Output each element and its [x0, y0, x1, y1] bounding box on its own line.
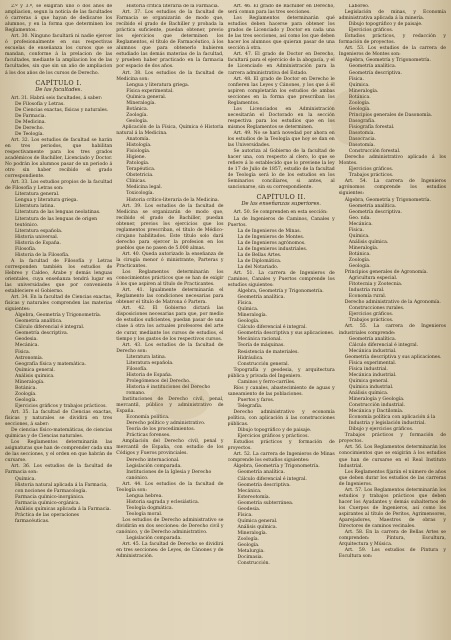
- list-item: Cálculo diferencial é integral.: [237, 476, 307, 482]
- chapter-subheading: De las enseñanzas superiores.: [241, 201, 321, 208]
- list-item: Química general.: [126, 94, 167, 100]
- article-paragraph: Los Reglamentos determinarán las asignaturas que han de comprender cada una de las secciones, y el orden en que habrán de cursarse.: [5, 440, 113, 464]
- list-item: Geometría subterránea.: [237, 500, 294, 506]
- article-paragraph: Ampliación del Derecho civil, penal y mercantil de España, con estudio de los Códigos y Fueros provinciales.: [116, 439, 224, 457]
- list-item: Mecánica.: [237, 488, 262, 494]
- list-item: La de Ingenieros de Minas.: [237, 228, 302, 234]
- list-item: Análisis química.: [348, 391, 389, 396]
- article-paragraph: Art. 35. La facultad de Ciencias exactas, físicas y naturales se dividirá en tres secciones, á saber:: [5, 410, 113, 428]
- text-column-3: [228, 4, 335, 637]
- list-item: La de Ingenieros industriales.: [237, 246, 308, 252]
- list-item: Construcción industrial.: [348, 403, 406, 409]
- list-item: Botánica.: [348, 94, 371, 100]
- list-item: Zoología.: [126, 112, 148, 118]
- list-item: Mineralogía.: [237, 530, 268, 536]
- article-paragraph: Los Reglamentos determinarán los conocimientos prácticos que se han de exigir á los que aspiren al título de Practicantes.: [116, 270, 224, 288]
- article-paragraph: Art. 58. En la carrera de Bellas Artes se comprenden: Pintura, Escultura, Arquitectura y Música.: [338, 530, 446, 548]
- list-item: Farmacia químico-inorgánica.: [15, 494, 85, 500]
- list-item: Literatura española.: [126, 360, 174, 366]
- article-paragraph: Art. 39. Los estudios de la facultad de Medicina se organizarán de modo que, recibido el grado de Bachiller, puedan obtener, previos los ejercicios que los reglamentos prescriban, el título de Médico-cirujano habilitados. Este título solo dará derecho para ejercer la profesion en los pueblos que no pasen de 5.000 almas.: [116, 203, 224, 251]
- list-item: Trabajos prácticos.: [348, 318, 394, 324]
- list-item: Instituciones de la Iglesia y Derecho canónico.: [126, 469, 212, 481]
- list-item: Geometría analítica.: [237, 295, 285, 301]
- list-item: Geometría descriptiva.: [15, 331, 69, 337]
- text-column-1: [5, 4, 112, 637]
- list-item: Historia sagrada y eclesiástica.: [126, 499, 200, 505]
- list-item: La de Ingenieros de Montes.: [237, 234, 305, 240]
- list-item: Telegrafía.: [237, 403, 263, 409]
- list-item: Terapéutica.: [126, 167, 156, 173]
- list-item: Geología.: [348, 264, 371, 270]
- list-item: Análisis química.: [15, 373, 55, 379]
- list-item: Construcción general.: [237, 361, 290, 367]
- list-item: Economía política.: [126, 415, 170, 421]
- list-item: Ejercicios gráficos.: [348, 312, 394, 318]
- article-paragraph: Art. 32. Los estudios de facultad se harán en tres periodos, que habilitan respectivamente para los tres grados académicos de Bachiller, Licenciado y Doctor. No podrán los alumnos pasar de un periodo á otro sin haber recibido el grado correspondiente.: [5, 137, 113, 180]
- list-item: Trabajos prácticos.: [348, 173, 394, 179]
- list-item: Mecánica industrial.: [348, 348, 397, 354]
- article-paragraph: Los estudios de Derecho administrativo se dividirán en dos secciones: de Derecho civil y canónico, y de Derecho administrativo.: [116, 517, 224, 536]
- list-item: Dibujo topográfico y de paisaje.: [348, 22, 423, 28]
- list-item: Geometría analítica.: [15, 319, 63, 325]
- list-item: Química general.: [237, 518, 278, 524]
- article-paragraph: Art. 40. Queda autorizado la enseñanza de la cirugía menor ó ministrante, Parteras y Practicantes.: [116, 251, 224, 270]
- list-item: De Teología.: [15, 131, 44, 137]
- list-item: Zoología.: [15, 391, 37, 397]
- article-paragraph: Estudios prácticos, y redacción y formación de proyectos.: [338, 34, 446, 46]
- list-item: Química industrial.: [348, 384, 394, 390]
- list-item: La de Ingenieros agrónomos.: [237, 240, 306, 246]
- list-item: Geología.: [126, 118, 149, 124]
- list-item: Química general.: [348, 378, 389, 384]
- list-item: Física experimental.: [126, 88, 174, 94]
- list-item: Historia de España.: [126, 372, 173, 378]
- list-item: Física industrial.: [348, 366, 388, 372]
- list-item: Anatomía.: [126, 137, 150, 143]
- list-item: Dibujo topográfico y de paisaje.: [237, 428, 312, 434]
- list-item: La del Notariado.: [237, 264, 279, 270]
- article-paragraph: Art. 52. La carrera de Ingenieros de Minas comprende los estudios siguientes:: [227, 452, 335, 464]
- article-paragraph: Art. 49. No se hará novedad por ahora en los estudios de la Teología que hoy se dan en las Universidades.: [227, 130, 335, 149]
- list-item: Botánica.: [15, 385, 37, 391]
- list-item: Química.: [348, 233, 370, 239]
- list-item: Geodesia.: [15, 337, 38, 343]
- list-item: Economía rural.: [348, 294, 387, 300]
- article-paragraph: Se autoriza al Gobierno de la facultad de hacer una, con respecto al clero, lo que se refiere á lo establecido que lo previene la ley de 17 de Julio de 1857, estudio de la facultad de Teología será lo de los estudios en los Seminarios conciliares, si antes, al sancionarse, sin su correspondiente.: [227, 149, 335, 191]
- list-item: Historia universal.: [15, 234, 59, 240]
- list-item: De Filosofía y Letras.: [15, 101, 65, 107]
- article-paragraph: La de Ingenieros de Caminos, Canales y Puertos.: [227, 216, 335, 228]
- list-item: Industria rural.: [348, 288, 385, 294]
- chapter-heading: CAPÍTULO II.: [256, 193, 306, 202]
- article-paragraph: Legislación de minas, y Economía administrativa aplicada á la minería.: [338, 10, 446, 22]
- article-paragraph: Geometría descriptiva y sus aplicaciones.: [344, 354, 442, 360]
- article-paragraph: Los Reglamentos determinarán qué estudios deben hacerse para obtener los grados de Licenciado y Doctor en cada una de las tres secciones, así como los que deben hacer los alumnos que quieran pasar de una sección á otra.: [227, 16, 335, 52]
- article-paragraph: Art. 42. El Gobierno dictará las disposiciones necesarias para que, por medio de estudios suficientes, puedan pasar de una clase á otra los actuales profesores del arte de curar, mediante los cursos de estudios, el tiempo y los gastos de los respectivos cursos.: [116, 306, 224, 342]
- list-item: Principios generales de Dasonomía.: [348, 112, 433, 118]
- list-item: Economía política con aplicación á la Industria y legislación industrial.: [348, 415, 436, 427]
- list-item: Obstetricia.: [126, 173, 154, 179]
- article-paragraph: Art. 46. El grado de Bachiller en Derecho, será comun para las tres secciones.: [227, 4, 335, 16]
- list-item: Dasotomía.: [348, 143, 375, 149]
- article-paragraph: Trabajos prácticos y formación de proyectos.: [338, 433, 446, 445]
- list-item: Historia de España.: [15, 240, 61, 246]
- list-item: Literatura de las lenguas de origen teutónico.: [15, 216, 98, 228]
- list-item: Cálculo diferencial é integral.: [237, 325, 307, 331]
- article-paragraph: Art. 43. Los estudios de la facultad de Derecho son:: [116, 342, 224, 354]
- list-item: Mecánica y Dactilomía.: [348, 409, 404, 415]
- list-item: Construcciones rurales.: [348, 306, 405, 312]
- list-item: Análisis química.: [348, 239, 389, 245]
- list-item: Mecánica racional.: [237, 337, 282, 343]
- list-item: Mecánica.: [348, 221, 373, 227]
- list-item: Lengua y literatura griega.: [126, 82, 190, 88]
- list-item: Química general.: [15, 367, 55, 373]
- list-item: La de Bellas Artes.: [237, 252, 282, 258]
- list-item: Dasografía.: [348, 118, 376, 124]
- article-paragraph: Art. 57. Los Reglamentos determinarán los estudios y trabajos prácticos que deben hacer los Ayudantes y demás subalternos de los Cuerpos de Ingenieros, así como los aspirantes al título de Peritos, Agrimensores, Aparejadores, Maestros de obras y Directores de caminos vecinales.: [338, 487, 446, 530]
- list-item: De Ciencias exactas, físicas y naturales.: [15, 107, 109, 113]
- article-paragraph: Art. 48. El grado de Doctor en Derecho le confieren las Leyes y Cánones, y los que á él aspiren completarán los estudios de ambas secciones en la forma que prescriban los Reglamentos.: [227, 76, 335, 106]
- list-item: Prácticas forenses.: [126, 433, 171, 439]
- list-item: Prolegómenos del Derecho.: [126, 378, 191, 384]
- list-item: Práctica de las operaciones farmacéuticas.: [15, 512, 80, 524]
- list-item: Legislación comparada.: [126, 463, 182, 469]
- list-item: Geometría descriptiva.: [237, 482, 291, 488]
- article-paragraph: Art. 33. Los estudios propios de la facultad de Filosofía y Letras son:: [5, 180, 113, 192]
- list-item: Resistencia de materiales.: [237, 349, 299, 355]
- article-paragraph: Art. 37. Los estudios de la facultad de Farmacia se organizarán de modo que, recibido el grado de Bachiller y probada la práctica suficiente, puedan obtener, previo los ejercicios que determinen los Reglamentos, el título de Farmacéutico, á los alumnos que para obtenerlo hubieren estudiado las demás materias de la facultad, y prueben haber practicado en la farmacia por espacio de dos años.: [116, 10, 224, 70]
- list-item: Hidráulica.: [237, 355, 264, 361]
- list-item: Historia de la Filosofía.: [15, 252, 70, 258]
- list-item: Geografía física y matemática.: [15, 361, 87, 367]
- list-item: Lengua hebrea.: [126, 493, 163, 499]
- list-item: Ejercicios gráficos.: [348, 167, 394, 173]
- list-item: Química.: [15, 476, 36, 482]
- list-item: Geología.: [348, 106, 371, 112]
- list-item: Farmacia químico-orgánica.: [15, 500, 81, 506]
- article-paragraph: Álgebra, Geometría y Trigonometría.: [344, 197, 431, 203]
- list-item: Química.: [348, 82, 370, 88]
- list-item: Derecho internacional.: [126, 457, 180, 463]
- list-item: Medicina legal.: [126, 185, 163, 191]
- list-item: Química.: [237, 307, 259, 313]
- list-item: Ejercicios gráficos.: [348, 28, 394, 34]
- list-item: Docimasia.: [237, 555, 264, 561]
- list-item: Astronomía.: [15, 355, 44, 361]
- list-item: Física.: [348, 227, 365, 233]
- list-item: Dasocracia.: [348, 137, 377, 143]
- list-item: Geometría descriptiva.: [348, 70, 402, 76]
- list-item: Mineralogía y Geología.: [348, 397, 405, 403]
- list-item: Construcción forestal.: [348, 149, 401, 155]
- list-item: Fisiología.: [126, 149, 151, 155]
- article-paragraph: Álgebra, Geometría y Trigonometría.: [233, 464, 320, 470]
- article-paragraph: Art. 44. Los estudios de la facultad de Teología son:: [116, 481, 224, 493]
- list-item: Historia é instituciones del Derecho romano.: [126, 384, 211, 396]
- list-item: Dibujo y ejercicios gráficos.: [348, 427, 414, 433]
- list-item: Geología.: [237, 543, 260, 549]
- article-paragraph: Art. 45. La facultad de Derecho se dividirá en tres secciones: de Leyes, de Cánones y de Administración.: [116, 542, 224, 560]
- list-item: Geometría analítica.: [348, 203, 397, 209]
- list-item: Botánica.: [126, 106, 149, 112]
- list-item: Ejercicios gráficos y prácticos.: [237, 434, 309, 440]
- list-item: Toxicología.: [126, 191, 154, 197]
- article-paragraph: Art. 53. Los estudios de la carrera de Ingenieros de Montes son:: [338, 46, 446, 58]
- list-item: Mineralogía.: [237, 313, 268, 319]
- article-paragraph: Los Reglamentos fijarán el número de años que deben durar los estudios de las carreras de Ingenieros.: [338, 469, 446, 487]
- list-item: Geometría analítica.: [237, 470, 285, 476]
- list-item: Teología dogmática.: [126, 505, 174, 511]
- list-item: Historia natural aplicada á la Farmacia, con nociones de Farmacología.: [15, 482, 108, 494]
- list-item: Puertos y faros.: [237, 397, 275, 403]
- article-paragraph: Art. 31. Habrá seis facultades, á saber:: [11, 95, 103, 101]
- list-item: Fisiografía forestal.: [348, 124, 395, 130]
- list-item: Filosofía.: [126, 366, 148, 372]
- article-paragraph: Aplicación de la Física, Química é Historia natural á la Medicina.: [116, 124, 224, 136]
- list-item: Física.: [237, 512, 253, 518]
- list-item: Física.: [237, 301, 253, 307]
- list-item: Física.: [15, 349, 31, 355]
- list-item: Geología.: [15, 397, 37, 403]
- list-item: Derecho político y administrativo.: [126, 421, 206, 427]
- list-item: Filosofía.: [15, 246, 37, 252]
- list-item: Botánica.: [348, 251, 371, 257]
- list-item: Dasotomía.: [348, 130, 375, 136]
- list-item: Física.: [348, 76, 365, 82]
- list-item: Literatura latina.: [126, 354, 167, 360]
- list-item: Literatura española.: [15, 228, 63, 234]
- list-item: De Derecho.: [15, 125, 44, 131]
- list-item: Fitotecnia y Zootecnia.: [348, 282, 403, 288]
- article-paragraph: Art. 36. Los estudios de la facultad de Farmacia son:: [5, 464, 113, 476]
- list-item: Geodesia.: [237, 506, 261, 512]
- list-item: Álgebra, Geometría y Trigonometría.: [15, 313, 102, 319]
- article-paragraph: De ciencias físico-matemáticas, de ciencias químicas y de Ciencias naturales.: [5, 428, 113, 440]
- list-item: Zoología.: [348, 100, 371, 106]
- list-item: Teología moral.: [126, 511, 163, 517]
- list-item: La de Diplomática.: [237, 258, 282, 264]
- list-item: Ejercicios gráficos y trabajos prácticos.: [15, 403, 107, 409]
- article-paragraph: Derecho administrativo de la Agronomía.: [344, 300, 441, 306]
- article-paragraph: Principios generales de Agronomía.: [344, 270, 428, 276]
- article-paragraph: Art. 41. Igualmente determinarán el Reglamento las condiciones necesarias para obtener el título de Matrona ó Partera.: [116, 288, 224, 306]
- list-item: Mineralogía.: [15, 379, 45, 385]
- article-paragraph: Derecho administrativo aplicado á los Montes.: [338, 155, 446, 167]
- list-item: Álgebra, Geometría y Trigonometría.: [237, 289, 324, 295]
- list-item: Literatura de las lenguas neolatinas.: [15, 210, 101, 216]
- article-paragraph: Los Licenciados en Administración necesitarán el Doctorado en la sección respectiva para los estudios que en los mismos Reglamentos se determinen.: [227, 106, 335, 130]
- list-item: Clínicas.: [126, 179, 147, 185]
- list-item: Cálculo diferencial é integral.: [15, 325, 85, 331]
- article-paragraph: 2.º y 3.º, se exigirán uno ó dos años de ampliacion, segun la noticia de las facultades ó carreras á que hayan de dedicarse los alumnos, y en la forma que determinen los Reglamentos.: [5, 4, 113, 34]
- article-paragraph: Ríos y canales, abastecimiento de aguas y saneamiento de las poblaciones.: [227, 385, 335, 397]
- list-item: Geometría analítica.: [348, 336, 397, 342]
- article-paragraph: Instituciones de Derecho civil, penal, mercantil, público y administrativo de España.: [116, 397, 224, 415]
- list-item: Mecánica industrial.: [348, 372, 397, 378]
- list-item: Teoría de los procedimientos.: [126, 427, 196, 433]
- article-paragraph: A la facultad de Filosofía y Letras corresponden también los estudios de Hebreo y Caldeo, Árabe y demás lenguas orientales, cuya enseñanza tendrá lugar en las universidades que por conveniente estableciere el Gobierno.: [5, 258, 113, 295]
- article-paragraph: Art. 50. Se comprenden en esta sección:: [233, 210, 328, 216]
- list-item: Mineralogía.: [348, 245, 379, 251]
- article-paragraph: Art. 34. En la facultad de Ciencias exactas, físicas y naturales comprenden las materias siguientes:: [5, 295, 113, 313]
- list-item: Caminos y ferro-carriles.: [237, 379, 296, 385]
- list-item: Análisis química.: [237, 524, 278, 530]
- list-item: Literatura general.: [15, 192, 60, 198]
- list-item: Patología.: [126, 161, 150, 167]
- list-item: Construcción.: [237, 561, 270, 567]
- list-item: Cálculo diferencial é integral.: [348, 342, 419, 348]
- list-item: Metalurgia.: [237, 549, 265, 555]
- article-paragraph: Derecho administrativo y economía política, con aplicación á las construcciones públicas.: [227, 410, 335, 428]
- list-item: Lengua y literatura griega.: [15, 198, 78, 204]
- list-item: Física experimental.: [348, 360, 397, 366]
- article-paragraph: Art. 55. La carrera de Ingenieros industriales comprende:: [338, 324, 446, 336]
- article-paragraph: Art. 47. El grado de Doctor en Derecho, facultará para el ejercicio de la abogacía, y el de Licenciado en Administración para la carrera administrativa del Estado.: [227, 52, 335, 76]
- list-item: Estereotomía.: [237, 494, 271, 500]
- text-column-2: [116, 4, 223, 637]
- list-item: Histología.: [126, 143, 152, 149]
- list-item: Geología.: [237, 319, 260, 325]
- list-item: Mineralogía.: [348, 88, 379, 94]
- article-paragraph: Art. 56. Los Reglamentos determinarán los conocimientos que se exigirán á los estudios que han de cursarse en el Real Instituto Industrial.: [338, 445, 446, 469]
- list-item: Teoría de máquinas.: [237, 343, 285, 349]
- article-paragraph: Art. 51. La carrera de Ingenieros de Caminos, Canales y Puertos comprende los estudios siguientes:: [227, 270, 335, 289]
- chapter-heading: CAPÍTULO I.: [35, 78, 82, 87]
- list-item: Zoología.: [348, 257, 371, 263]
- article-paragraph: Topografía y geodesia, y arquitectura pública y privada del Ingeniero.: [227, 367, 335, 379]
- list-item: Geo. nda.: [348, 215, 371, 221]
- chapter-subheading: De las facultades.: [35, 86, 82, 93]
- list-item: Literatura latina.: [15, 204, 55, 210]
- article-paragraph: Art. 59. Los estudios de Pintura y Escultura son:: [338, 548, 446, 560]
- list-item: Mineralogía.: [126, 100, 156, 106]
- article-paragraph: Estudios prácticos y formación de proyectos.: [227, 440, 335, 452]
- list-item: Historia crítico-literaria de la Medicina.: [126, 197, 220, 203]
- article-paragraph: Álgebra, Geometría y Trigonometría.: [344, 58, 431, 64]
- list-item: Zoología.: [237, 536, 260, 542]
- list-item: Historia crítica literaria de la Farmacia.: [126, 4, 220, 9]
- list-item: Agricultura especial.: [348, 276, 398, 282]
- article-paragraph: Art. 54. La carrera de Ingenieros agrónomos comprende los estudios siguientes:: [338, 179, 446, 197]
- list-item: De Farmacia.: [15, 113, 47, 119]
- list-item: Higiene.: [126, 155, 146, 161]
- list-item: De Medicina.: [15, 119, 46, 125]
- list-item: Mecánica.: [15, 343, 39, 349]
- article-paragraph: Art. 38. Los estudios de la facultad de Medicina son:: [116, 70, 224, 82]
- list-item: Geometría analítica.: [348, 64, 397, 70]
- list-item: Laboreo.: [348, 4, 370, 9]
- list-item: Legislación comparada.: [126, 536, 182, 542]
- list-item: Geometría descriptiva.: [348, 209, 402, 215]
- article-paragraph: Art. 30. Ninguno facultará ni nadie ejercer ó profesionalmente en sus respectivas escuelas de enseñanza los cursos que se mandan, conforme á la prelacion de las facultades, mediante la ampliacion los de las facultades, sin que sin un año de ampliacion á los dos años de los cursos de Derecho.: [5, 34, 113, 76]
- text-column-4: [339, 4, 446, 637]
- list-item: Análisis químicas aplicada á la Farmacia.: [15, 506, 112, 512]
- list-item: Geometría descriptiva y sus aplicaciones.: [237, 331, 335, 337]
